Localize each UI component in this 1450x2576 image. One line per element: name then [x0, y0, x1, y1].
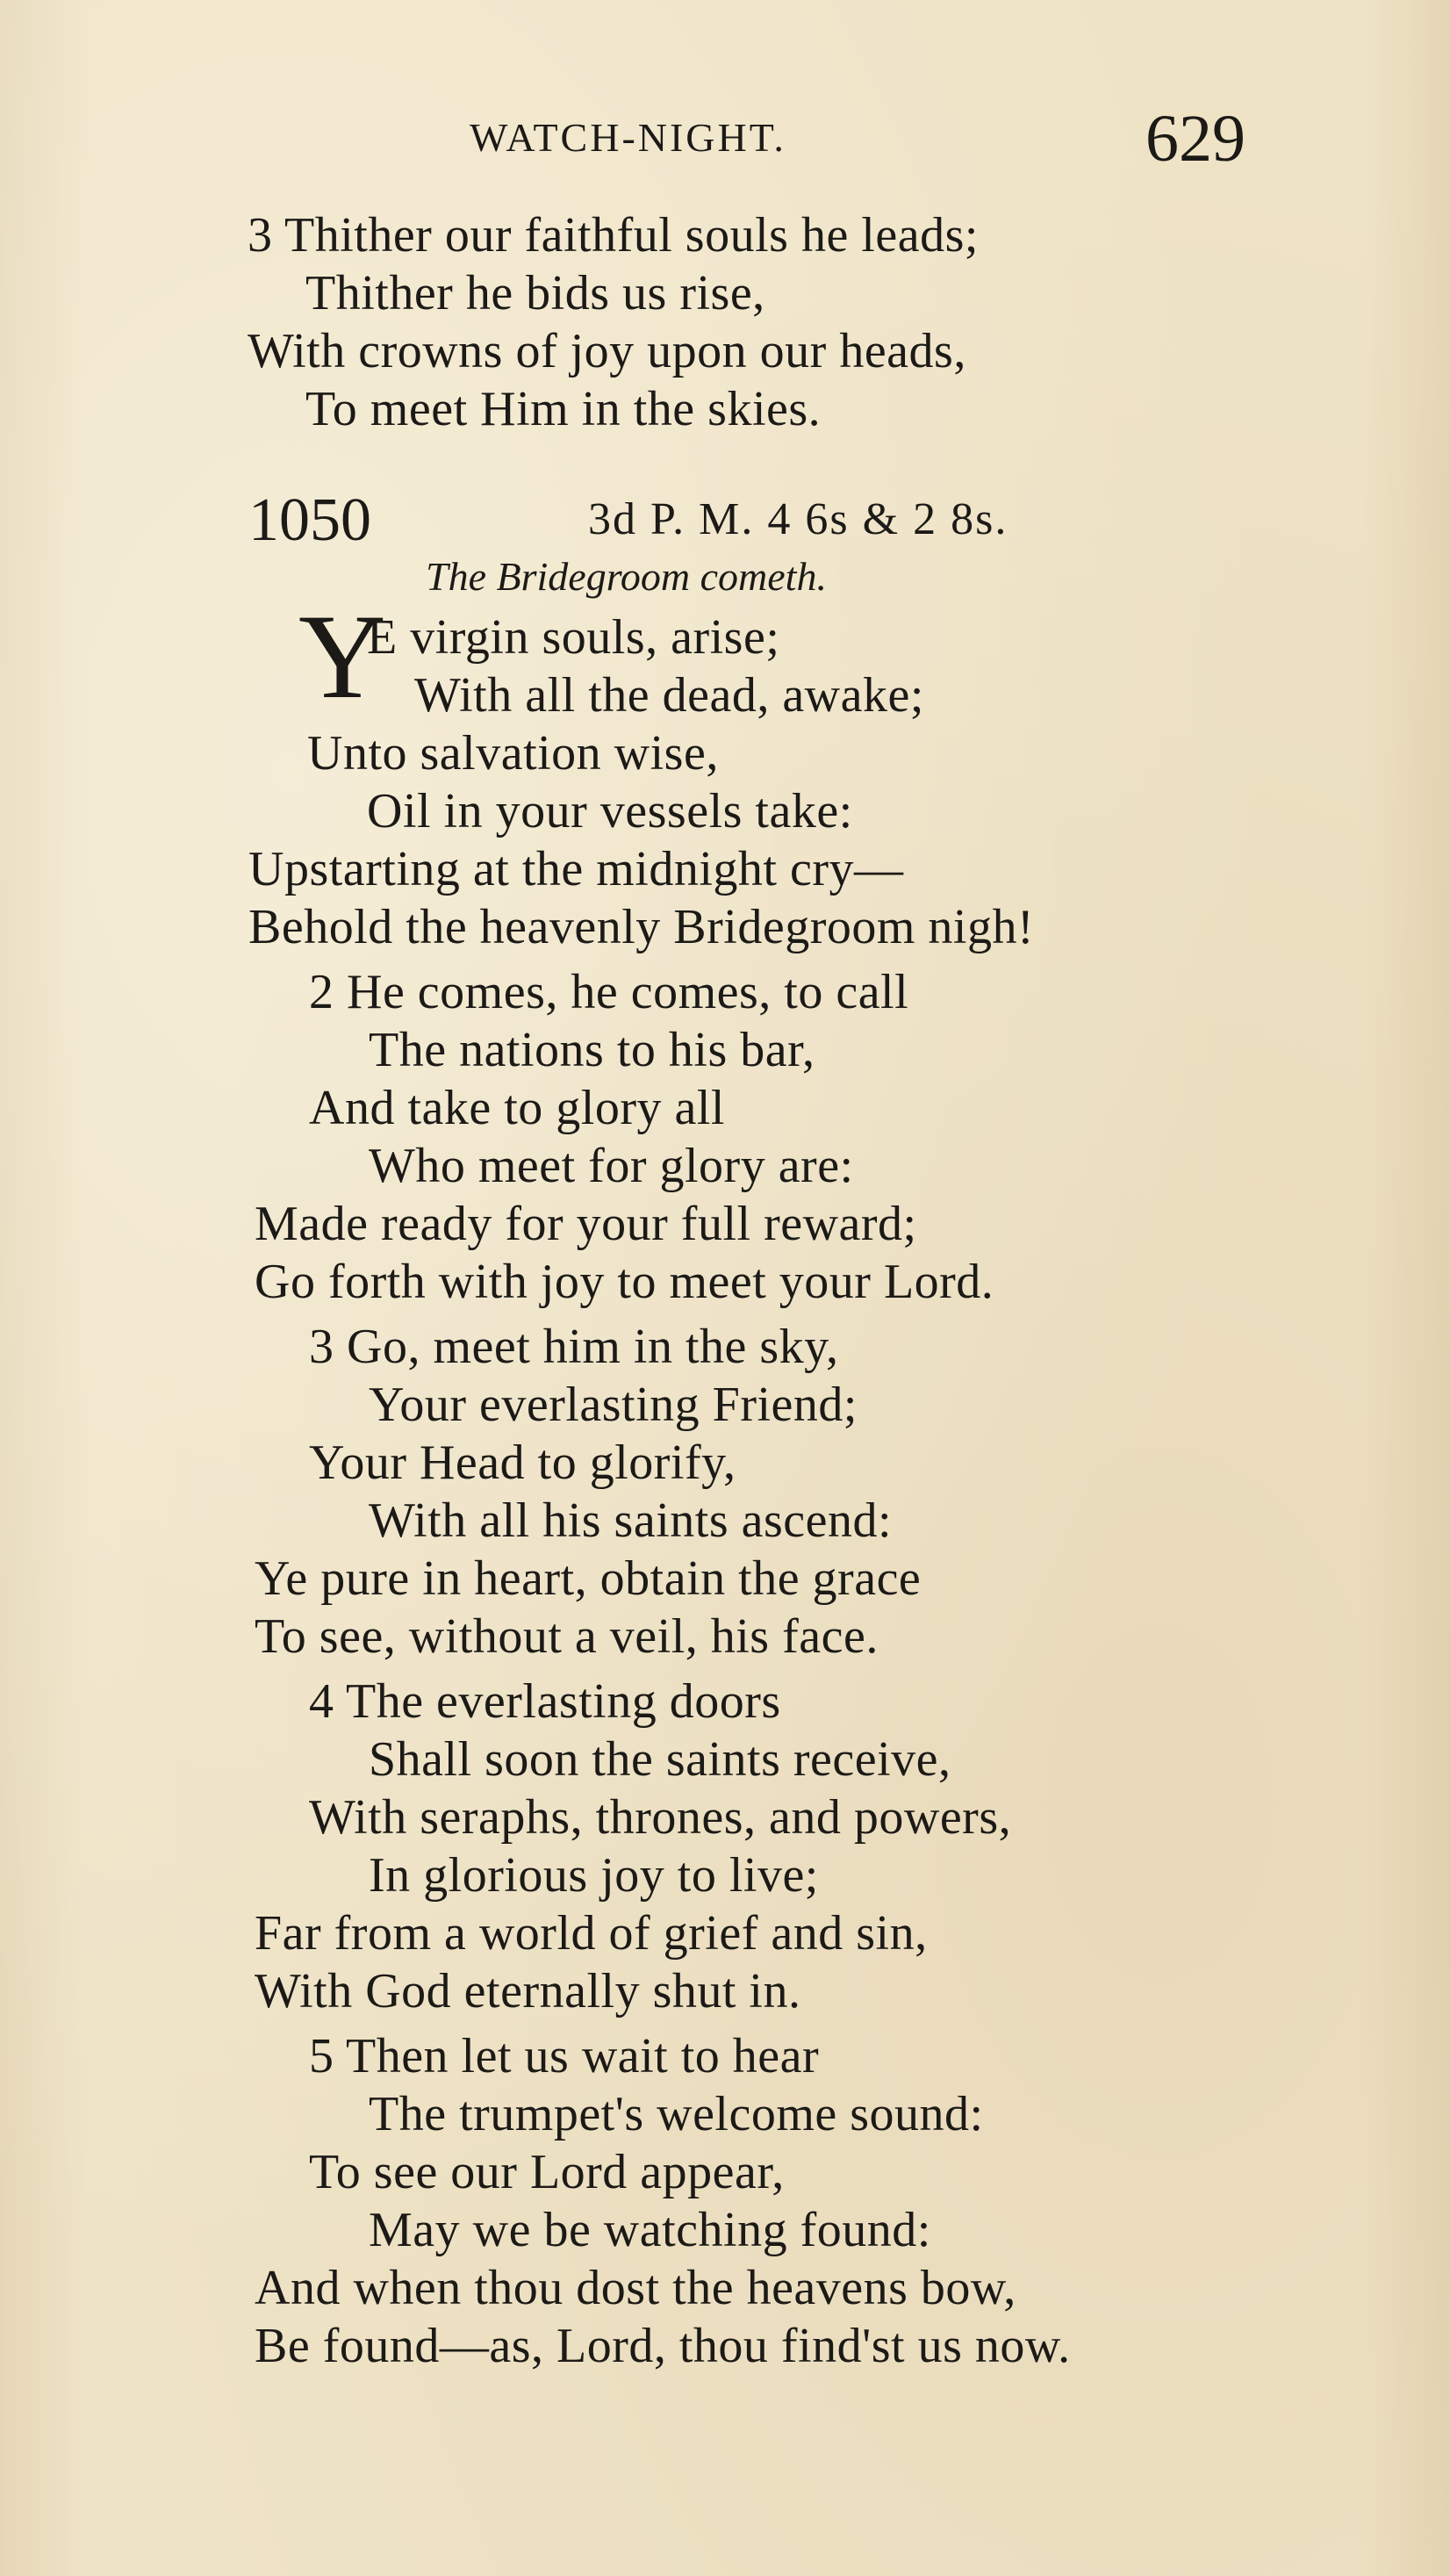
verse-line: Go forth with joy to meet your Lord. — [255, 1255, 994, 1309]
verse-line: To see, without a veil, his face. — [255, 1609, 879, 1664]
verse-line: With all the dead, awake; — [414, 668, 924, 723]
drop-cap: Y — [298, 589, 386, 723]
verse-line: To meet Him in the skies. — [305, 382, 822, 436]
verse-line: With seraphs, thrones, and powers, — [309, 1790, 1012, 1845]
verse-line: With all his saints ascend: — [369, 1493, 893, 1548]
verse-line: Oil in your vessels take: — [367, 784, 853, 838]
verse-line: The nations to his bar, — [369, 1023, 815, 1077]
verse-line: Far from a world of grief and sin, — [255, 1906, 928, 1961]
verse-line: Your Head to glorify, — [309, 1436, 736, 1490]
verse-line: Shall soon the saints receive, — [369, 1732, 951, 1787]
verse-line: 3 Thither our faithful souls he leads; — [248, 208, 979, 263]
verse-line: Be found—as, Lord, thou find'st us now. — [255, 2319, 1071, 2373]
verse-line: 5 Then let us wait to hear — [309, 2029, 820, 2083]
verse-line: 3 Go, meet him in the sky, — [309, 1320, 839, 1374]
verse-line: 2 He comes, he comes, to call — [309, 965, 909, 1019]
verse-line: And when thou dost the heavens bow, — [255, 2261, 1016, 2315]
verse-line: Who meet for glory are: — [369, 1139, 854, 1193]
verse-line: May we be watching found: — [369, 2203, 931, 2257]
page-number: 629 — [1145, 102, 1245, 176]
verse-line: To see our Lord appear, — [309, 2145, 785, 2199]
hymn-meter: 3d P. M. 4 6s & 2 8s. — [588, 494, 1009, 544]
verse-line: With God eternally shut in. — [255, 1964, 801, 2018]
verse-line: In glorious joy to live; — [369, 1848, 819, 1903]
verse-line: Your everlasting Friend; — [369, 1378, 858, 1432]
verse-line: Ye pure in heart, obtain the grace — [255, 1551, 922, 1606]
verse-line: Made ready for your full reward; — [255, 1197, 917, 1251]
hymn-number: 1050 — [248, 486, 371, 554]
running-title: WATCH-NIGHT. — [470, 115, 786, 160]
verse-line: 4 The everlasting doors — [309, 1674, 781, 1729]
verse-line: E virgin souls, arise; — [367, 610, 780, 665]
verse-line: Behold the heavenly Bridegroom nigh! — [248, 900, 1035, 954]
verse-line: And take to glory all — [309, 1081, 725, 1135]
verse-line: With crowns of joy upon our heads, — [248, 324, 966, 378]
verse-line: The trumpet's welcome sound: — [369, 2087, 984, 2141]
verse-line: Unto salvation wise, — [307, 726, 719, 781]
hymn-title: The Bridegroom cometh. — [426, 554, 827, 599]
verse-line: Thither he bids us rise, — [305, 266, 765, 320]
verse-line: Upstarting at the midnight cry— — [248, 842, 904, 896]
